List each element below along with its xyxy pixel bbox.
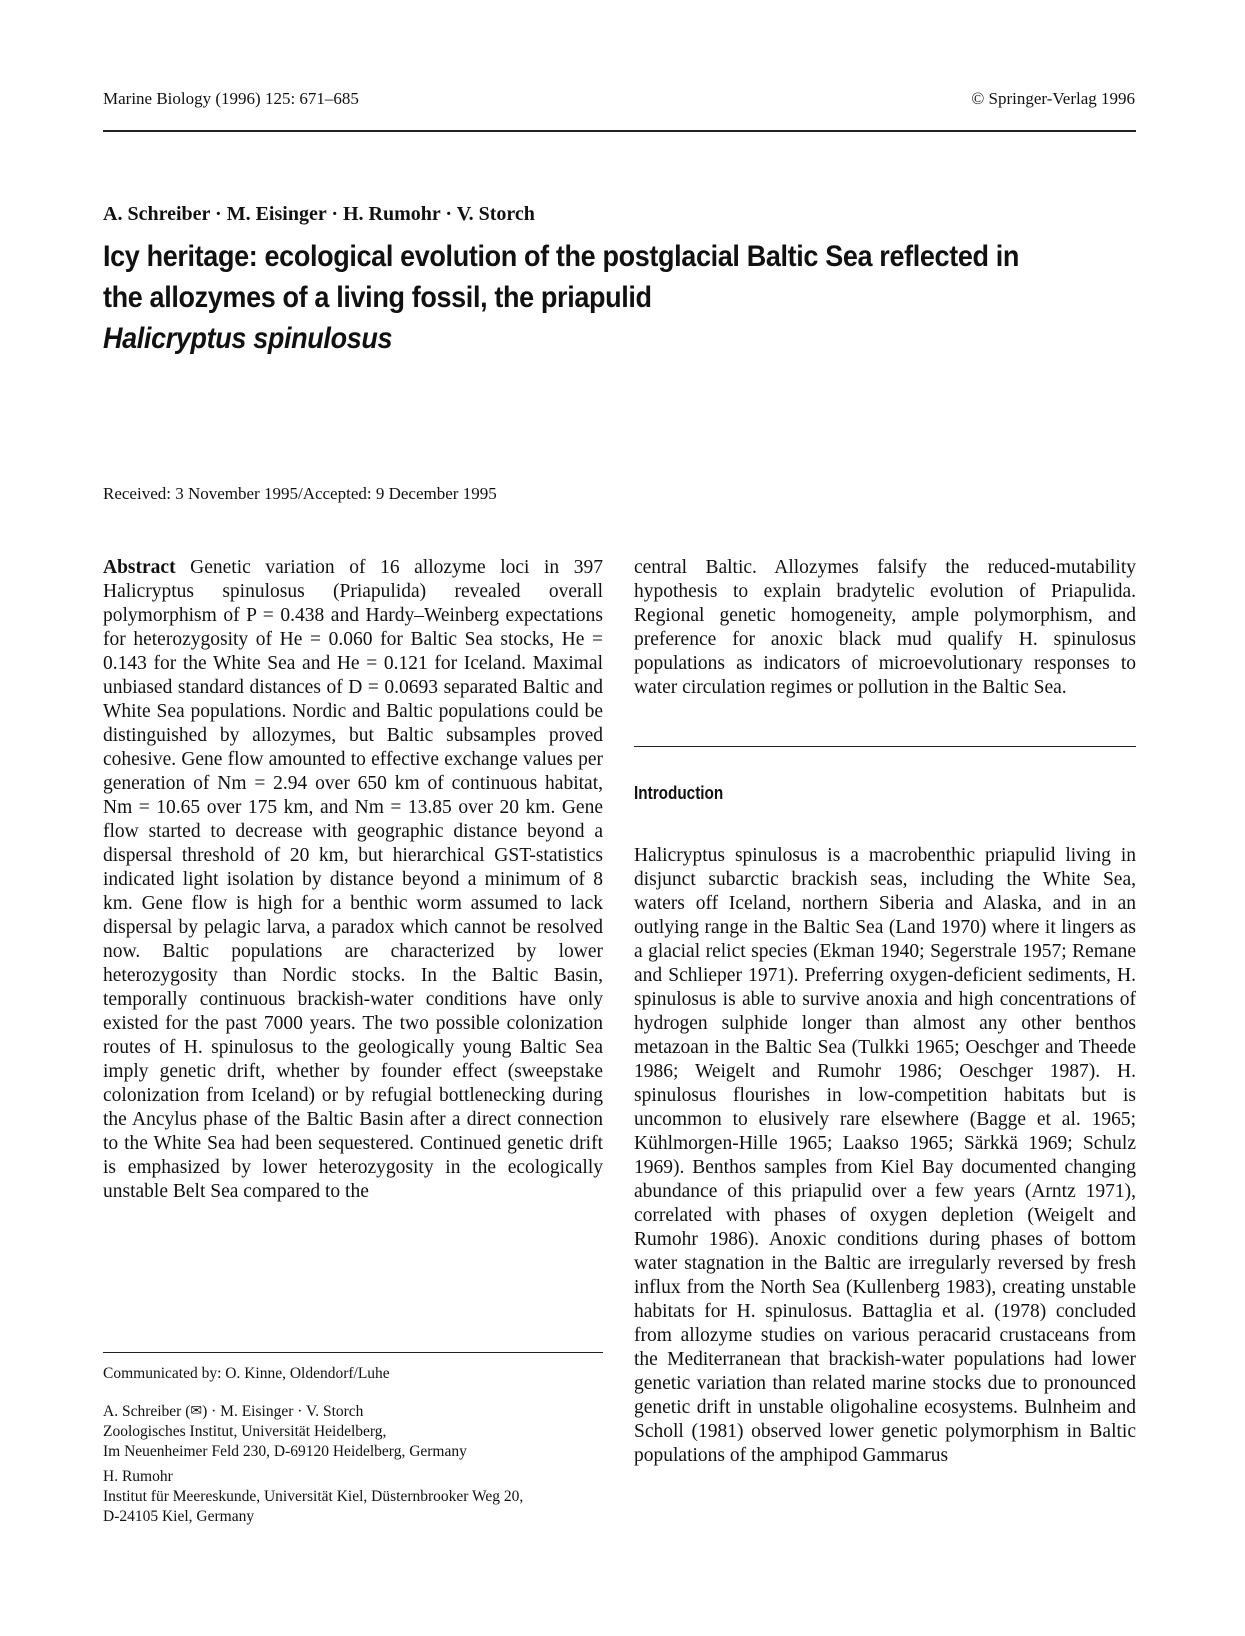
- author-list: A. Schreiber · M. Eisinger · H. Rumohr · V. Storch: [103, 203, 535, 225]
- received-dates: Received: 3 November 1995/Accepted: 9 December 1995: [103, 484, 497, 503]
- copyright-notice: © Springer-Verlag 1996: [971, 89, 1135, 108]
- address-kiel: [103, 1467, 603, 1527]
- address-authors-a: A. Schreiber (: [103, 1403, 191, 1420]
- header-divider: [103, 130, 1136, 132]
- address-authors: [103, 1402, 603, 1422]
- envelope-icon: ✉: [190, 1404, 203, 1420]
- address-institute: Zoologisches Institut, Universität Heidelberg,: [103, 1423, 387, 1441]
- address-city-kiel: D-24105 Kiel, Germany: [103, 1508, 255, 1525]
- introduction-divider: [634, 746, 1136, 747]
- footnote-divider: [103, 1352, 603, 1353]
- address-institute-kiel: Institut für Meereskunde, Universität Kiel, Düsternbrooker Weg 20,: [103, 1488, 524, 1505]
- article-title: [103, 236, 1030, 359]
- abstract-label: Abstract: [103, 557, 176, 578]
- introduction-heading: Introduction: [634, 783, 724, 803]
- journal-citation: Marine Biology (1996) 125: 671–685: [103, 89, 359, 108]
- communicated-by: Communicated by: O. Kinne, Oldendorf/Luhe: [103, 1365, 390, 1382]
- title-main: Icy heritage: ecological evolution of the postglacial Baltic Sea reflected in the allozymes of a living fossil, the priapulid: [103, 240, 1020, 314]
- address-heidelberg: [103, 1402, 603, 1462]
- abstract-text: Genetic variation of 16 allozyme loci in 397 Halicryptus spinulosus (Priapulida) revealed overall polymorphism of P = 0.438 and Hardy–Weinberg expectations for heterozygosity of He = 0.060 for Baltic Sea stocks, He = 0.143 for the White Sea and He = 0.121 for Iceland. Maximal unbiased standard distances of D = 0.0693 separated Baltic and White Sea populations. Nordic and Baltic populations could be distinguished by allozymes, but Baltic subsamples proved cohesive. Gene flow amounted to effective exchange values per generation of Nm = 2.94 over 650 km of continuous habitat, Nm = 10.65 over 175 km, and Nm = 13.85 over 20 km. Gene flow started to decrease with geographic distance beyond a dispersal threshold of 20 km, but hierarchical GST-statistics indicated light isolation by distance beyond a minimum of 8 km. Gene flow is high for a benthic worm assumed to lack dispersal by pelagic larva, a paradox which cannot be resolved now. Baltic populations are characterized by lower heterozygosity than Nordic stocks. In the Baltic Basin, temporally continuous brackish-water conditions have only existed for the past 7000 years. The two possible colonization routes of H. spinulosus to the geologically young Baltic Sea imply genetic drift, whether by founder effect (sweepstake colonization from Iceland) or by refugial bottlenecking during the Ancylus phase of the Baltic Basin after a direct connection to the White Sea had been sequestered. Continued genetic drift is emphasized by lower heterozygosity in the ecologically unstable Belt Sea compared to the: [103, 557, 603, 1202]
- abstract-paragraph: [103, 556, 603, 1204]
- introduction-text: Halicryptus spinulosus is a macrobenthic priapulid living in disjunct subarctic brackish seas, including the White Sea, waters off Iceland, northern Siberia and Alaska, and in an outlying range in the Baltic Sea (Land 1970) where it lingers as a glacial relict species (Ekman 1940; Segerstrale 1957; Remane and Schlieper 1971). Preferring oxygen-deficient sediments, H. spinulosus is able to survive anoxia and high concentrations of hydrogen sulphide longer than almost any other benthos metazoan in the Baltic Sea (Tulkki 1965; Oeschger and Theede 1986; Weigelt and Rumohr 1986; Oeschger 1987). H. spinulosus flourishes in low-competition habitats but is uncommon to elusively rare elsewhere (Bagge et al. 1965; Kühlmorgen-Hille 1965; Laakso 1965; Särkkä 1969; Schulz 1969). Benthos samples from Kiel Bay documented changing abundance of this priapulid over a few years (Arntz 1971), correlated with phases of oxygen depletion (Weigelt and Rumohr 1986). Anoxic conditions during phases of bottom water stagnation in the Baltic are irregularly reversed by fresh influx from the North Sea (Kullenberg 1983), creating unstable habitats for H. spinulosus. Battaglia et al. (1978) concluded from allozyme studies on various peracarid crustaceans from the Mediterranean that brackish-water populations had lower genetic variation than related marine stocks due to pronounced genetic drift in unstable oligohaline ecosystems. Bulnheim and Scholl (1981) observed lower genetic polymorphism in Baltic populations of the amphipod Gammarus: [634, 845, 1136, 1466]
- address-street: Im Neuenheimer Feld 230, D-69120 Heidelberg, Germany: [103, 1443, 467, 1461]
- address-author-rumohr: H. Rumohr: [103, 1468, 173, 1485]
- address-authors-b: ) · M. Eisinger · V. Storch: [202, 1403, 364, 1420]
- abstract-continuation-text: central Baltic. Allozymes falsify the reduced-mutability hypothesis to explain bradytelic evolution of Priapulida. Regional genetic homogeneity, ample polymorphism, and preference for anoxic black mud qualify H. spinulosus populations as indicators of microevolutionary responses to water circulation regimes or pollution in the Baltic Sea.: [634, 557, 1136, 698]
- abstract-continuation: [634, 556, 1136, 700]
- title-species: Halicryptus spinulosus: [103, 322, 393, 355]
- abstract-column: [103, 556, 603, 1204]
